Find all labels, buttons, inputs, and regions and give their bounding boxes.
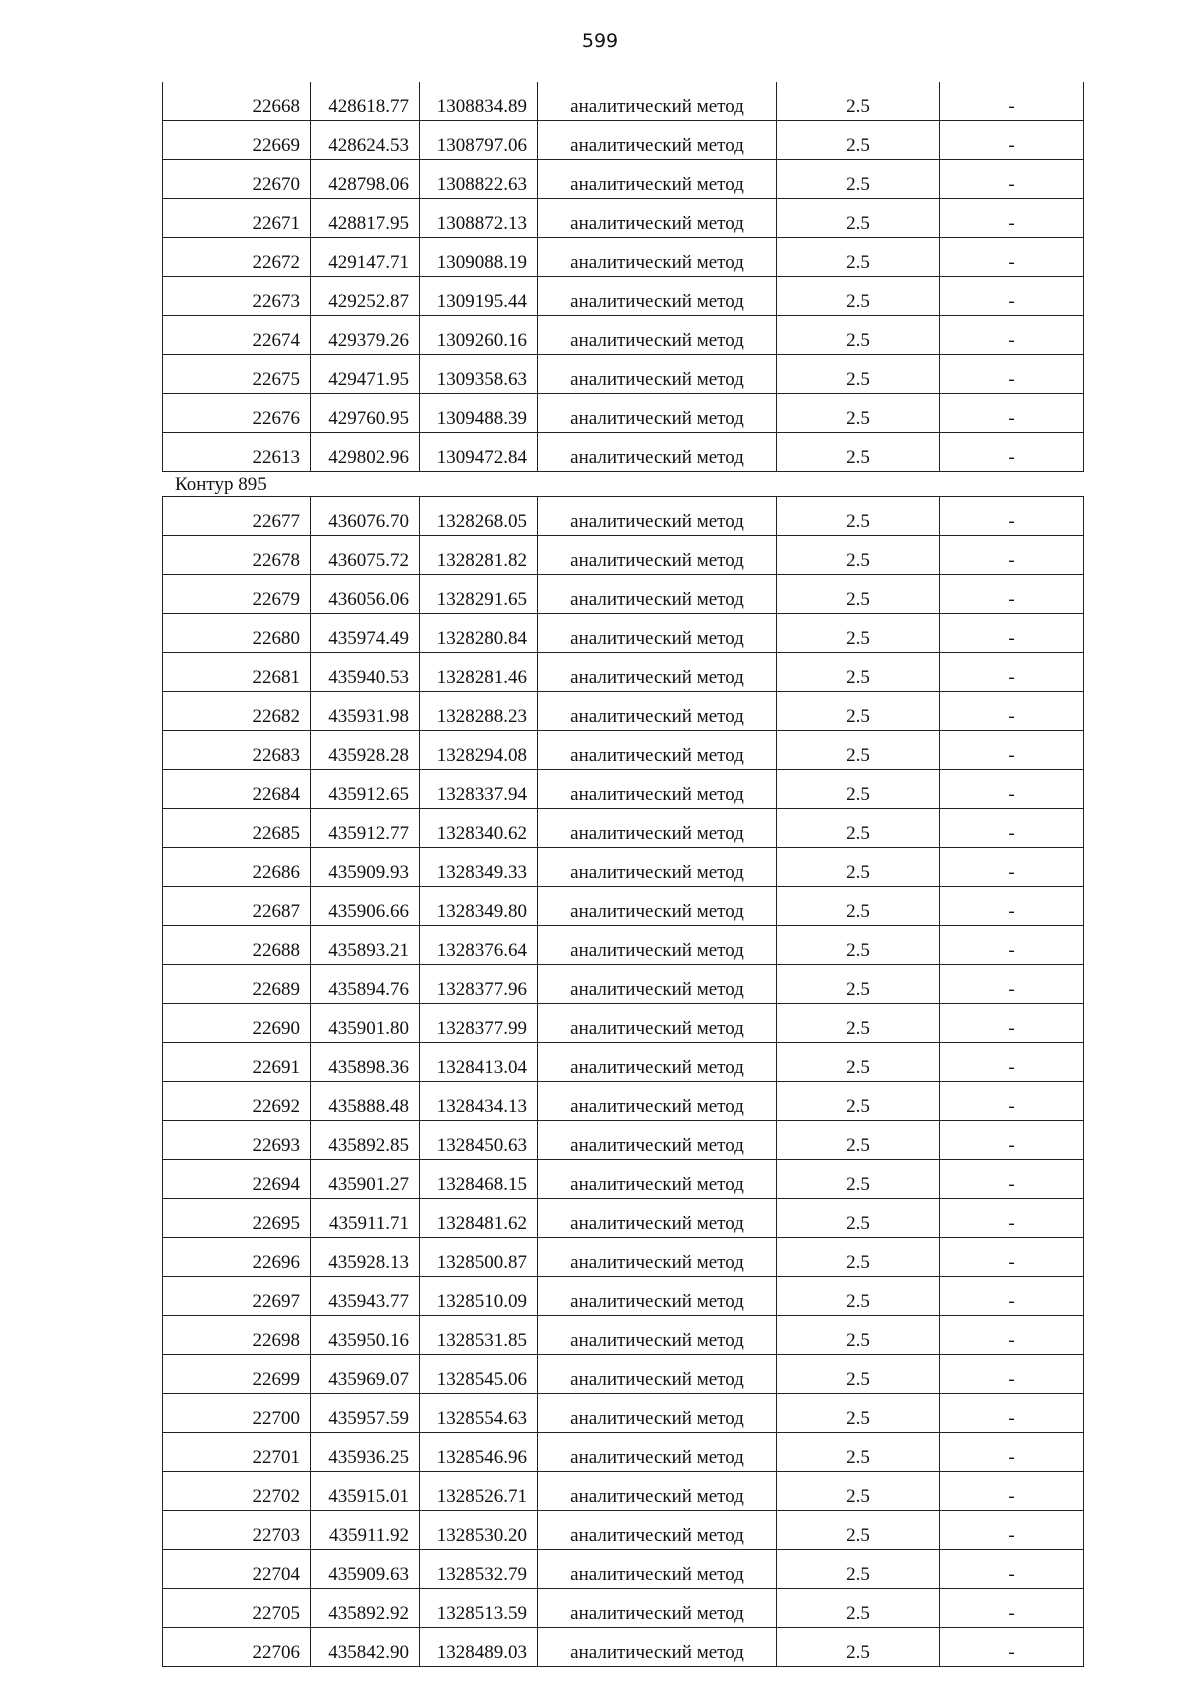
method-cell: аналитический метод xyxy=(538,653,777,692)
note-cell: - xyxy=(940,1160,1084,1199)
point-number-cell: 22705 xyxy=(163,1589,311,1628)
note-cell: - xyxy=(940,1238,1084,1277)
method-cell: аналитический метод xyxy=(538,121,777,160)
point-number-cell: 22688 xyxy=(163,926,311,965)
point-number-cell: 22692 xyxy=(163,1082,311,1121)
accuracy-cell: 2.5 xyxy=(777,1082,940,1121)
point-number-cell: 22695 xyxy=(163,1199,311,1238)
point-number-cell: 22675 xyxy=(163,355,311,394)
accuracy-cell: 2.5 xyxy=(777,809,940,848)
y-coordinate-cell: 1309088.19 xyxy=(420,238,538,277)
table-row xyxy=(163,1121,1084,1160)
accuracy-cell: 2.5 xyxy=(777,316,940,355)
table-row xyxy=(163,121,1084,160)
note-cell: - xyxy=(940,433,1084,472)
accuracy-cell: 2.5 xyxy=(777,199,940,238)
method-cell: аналитический метод xyxy=(538,277,777,316)
x-coordinate-cell: 435936.25 xyxy=(311,1433,420,1472)
point-number-cell: 22703 xyxy=(163,1511,311,1550)
y-coordinate-cell: 1328349.33 xyxy=(420,848,538,887)
accuracy-cell: 2.5 xyxy=(777,848,940,887)
note-cell: - xyxy=(940,692,1084,731)
x-coordinate-cell: 435898.36 xyxy=(311,1043,420,1082)
x-coordinate-cell: 429147.71 xyxy=(311,238,420,277)
note-cell: - xyxy=(940,848,1084,887)
method-cell: аналитический метод xyxy=(538,848,777,887)
table-row xyxy=(163,1355,1084,1394)
y-coordinate-cell: 1328294.08 xyxy=(420,731,538,770)
x-coordinate-cell: 435909.63 xyxy=(311,1550,420,1589)
accuracy-cell: 2.5 xyxy=(777,653,940,692)
coordinates-table-bottom xyxy=(162,496,1084,1667)
y-coordinate-cell: 1328377.96 xyxy=(420,965,538,1004)
x-coordinate-cell: 429471.95 xyxy=(311,355,420,394)
method-cell: аналитический метод xyxy=(538,1199,777,1238)
table-row xyxy=(163,1238,1084,1277)
x-coordinate-cell: 436075.72 xyxy=(311,536,420,575)
method-cell: аналитический метод xyxy=(538,82,777,121)
note-cell: - xyxy=(940,887,1084,926)
y-coordinate-cell: 1328349.80 xyxy=(420,887,538,926)
note-cell: - xyxy=(940,1433,1084,1472)
point-number-cell: 22677 xyxy=(163,497,311,536)
table-row xyxy=(163,199,1084,238)
accuracy-cell: 2.5 xyxy=(777,355,940,394)
method-cell: аналитический метод xyxy=(538,199,777,238)
note-cell: - xyxy=(940,1043,1084,1082)
x-coordinate-cell: 436076.70 xyxy=(311,497,420,536)
note-cell: - xyxy=(940,1316,1084,1355)
point-number-cell: 22699 xyxy=(163,1355,311,1394)
y-coordinate-cell: 1328500.87 xyxy=(420,1238,538,1277)
table-row xyxy=(163,926,1084,965)
point-number-cell: 22668 xyxy=(163,82,311,121)
method-cell: аналитический метод xyxy=(538,1355,777,1394)
accuracy-cell: 2.5 xyxy=(777,1121,940,1160)
accuracy-cell: 2.5 xyxy=(777,536,940,575)
note-cell: - xyxy=(940,277,1084,316)
note-cell: - xyxy=(940,199,1084,238)
point-number-cell: 22676 xyxy=(163,394,311,433)
note-cell: - xyxy=(940,1121,1084,1160)
point-number-cell: 22680 xyxy=(163,614,311,653)
method-cell: аналитический метод xyxy=(538,316,777,355)
method-cell: аналитический метод xyxy=(538,433,777,472)
y-coordinate-cell: 1328268.05 xyxy=(420,497,538,536)
accuracy-cell: 2.5 xyxy=(777,277,940,316)
method-cell: аналитический метод xyxy=(538,692,777,731)
note-cell: - xyxy=(940,1472,1084,1511)
x-coordinate-cell: 435912.77 xyxy=(311,809,420,848)
table-row xyxy=(163,1628,1084,1667)
note-cell: - xyxy=(940,1511,1084,1550)
table-row xyxy=(163,731,1084,770)
note-cell: - xyxy=(940,160,1084,199)
method-cell: аналитический метод xyxy=(538,497,777,536)
point-number-cell: 22696 xyxy=(163,1238,311,1277)
method-cell: аналитический метод xyxy=(538,1160,777,1199)
note-cell: - xyxy=(940,497,1084,536)
point-number-cell: 22681 xyxy=(163,653,311,692)
x-coordinate-cell: 429252.87 xyxy=(311,277,420,316)
accuracy-cell: 2.5 xyxy=(777,1394,940,1433)
x-coordinate-cell: 428798.06 xyxy=(311,160,420,199)
y-coordinate-cell: 1328281.46 xyxy=(420,653,538,692)
accuracy-cell: 2.5 xyxy=(777,575,940,614)
method-cell: аналитический метод xyxy=(538,238,777,277)
table-row xyxy=(163,1043,1084,1082)
x-coordinate-cell: 435888.48 xyxy=(311,1082,420,1121)
y-coordinate-cell: 1328280.84 xyxy=(420,614,538,653)
table-row xyxy=(163,770,1084,809)
x-coordinate-cell: 435957.59 xyxy=(311,1394,420,1433)
x-coordinate-cell: 435911.92 xyxy=(311,1511,420,1550)
coordinates-table-top-body xyxy=(163,82,1084,472)
method-cell: аналитический метод xyxy=(538,394,777,433)
y-coordinate-cell: 1328281.82 xyxy=(420,536,538,575)
y-coordinate-cell: 1328376.64 xyxy=(420,926,538,965)
y-coordinate-cell: 1309472.84 xyxy=(420,433,538,472)
accuracy-cell: 2.5 xyxy=(777,1628,940,1667)
accuracy-cell: 2.5 xyxy=(777,160,940,199)
method-cell: аналитический метод xyxy=(538,1511,777,1550)
x-coordinate-cell: 436056.06 xyxy=(311,575,420,614)
accuracy-cell: 2.5 xyxy=(777,121,940,160)
table-row xyxy=(163,1004,1084,1043)
x-coordinate-cell: 435892.85 xyxy=(311,1121,420,1160)
accuracy-cell: 2.5 xyxy=(777,1550,940,1589)
accuracy-cell: 2.5 xyxy=(777,1277,940,1316)
method-cell: аналитический метод xyxy=(538,1043,777,1082)
table-row xyxy=(163,497,1084,536)
table-row xyxy=(163,1199,1084,1238)
table-row xyxy=(163,1316,1084,1355)
point-number-cell: 22671 xyxy=(163,199,311,238)
note-cell: - xyxy=(940,121,1084,160)
accuracy-cell: 2.5 xyxy=(777,1589,940,1628)
method-cell: аналитический метод xyxy=(538,926,777,965)
accuracy-cell: 2.5 xyxy=(777,614,940,653)
method-cell: аналитический метод xyxy=(538,1121,777,1160)
accuracy-cell: 2.5 xyxy=(777,433,940,472)
method-cell: аналитический метод xyxy=(538,1394,777,1433)
x-coordinate-cell: 435893.21 xyxy=(311,926,420,965)
y-coordinate-cell: 1328291.65 xyxy=(420,575,538,614)
note-cell: - xyxy=(940,1082,1084,1121)
table-row xyxy=(163,692,1084,731)
point-number-cell: 22682 xyxy=(163,692,311,731)
x-coordinate-cell: 435894.76 xyxy=(311,965,420,1004)
table-row xyxy=(163,82,1084,121)
point-number-cell: 22672 xyxy=(163,238,311,277)
note-cell: - xyxy=(940,394,1084,433)
point-number-cell: 22691 xyxy=(163,1043,311,1082)
x-coordinate-cell: 435940.53 xyxy=(311,653,420,692)
note-cell: - xyxy=(940,1004,1084,1043)
y-coordinate-cell: 1328530.20 xyxy=(420,1511,538,1550)
table-row xyxy=(163,1511,1084,1550)
note-cell: - xyxy=(940,1355,1084,1394)
y-coordinate-cell: 1328532.79 xyxy=(420,1550,538,1589)
accuracy-cell: 2.5 xyxy=(777,1472,940,1511)
method-cell: аналитический метод xyxy=(538,355,777,394)
y-coordinate-cell: 1328413.04 xyxy=(420,1043,538,1082)
table-row xyxy=(163,433,1084,472)
x-coordinate-cell: 435943.77 xyxy=(311,1277,420,1316)
point-number-cell: 22673 xyxy=(163,277,311,316)
table-row xyxy=(163,809,1084,848)
accuracy-cell: 2.5 xyxy=(777,1433,940,1472)
table-row xyxy=(163,614,1084,653)
note-cell: - xyxy=(940,1394,1084,1433)
method-cell: аналитический метод xyxy=(538,887,777,926)
point-number-cell: 22694 xyxy=(163,1160,311,1199)
point-number-cell: 22679 xyxy=(163,575,311,614)
page-number: 599 xyxy=(581,30,619,52)
table-row xyxy=(163,316,1084,355)
y-coordinate-cell: 1328340.62 xyxy=(420,809,538,848)
method-cell: аналитический метод xyxy=(538,770,777,809)
accuracy-cell: 2.5 xyxy=(777,1316,940,1355)
table-row xyxy=(163,536,1084,575)
note-cell: - xyxy=(940,731,1084,770)
y-coordinate-cell: 1328545.06 xyxy=(420,1355,538,1394)
x-coordinate-cell: 429802.96 xyxy=(311,433,420,472)
table-row xyxy=(163,848,1084,887)
x-coordinate-cell: 435969.07 xyxy=(311,1355,420,1394)
x-coordinate-cell: 435950.16 xyxy=(311,1316,420,1355)
table-row xyxy=(163,1589,1084,1628)
point-number-cell: 22690 xyxy=(163,1004,311,1043)
note-cell: - xyxy=(940,1277,1084,1316)
y-coordinate-cell: 1308822.63 xyxy=(420,160,538,199)
method-cell: аналитический метод xyxy=(538,1472,777,1511)
table-row xyxy=(163,1160,1084,1199)
note-cell: - xyxy=(940,1550,1084,1589)
coordinates-table-bottom-body xyxy=(163,497,1084,1667)
method-cell: аналитический метод xyxy=(538,1628,777,1667)
contour-label: Контур 895 xyxy=(175,474,267,495)
x-coordinate-cell: 435901.80 xyxy=(311,1004,420,1043)
point-number-cell: 22683 xyxy=(163,731,311,770)
method-cell: аналитический метод xyxy=(538,1082,777,1121)
accuracy-cell: 2.5 xyxy=(777,394,940,433)
table-row xyxy=(163,1082,1084,1121)
accuracy-cell: 2.5 xyxy=(777,1160,940,1199)
method-cell: аналитический метод xyxy=(538,731,777,770)
table-row xyxy=(163,653,1084,692)
y-coordinate-cell: 1328288.23 xyxy=(420,692,538,731)
y-coordinate-cell: 1328489.03 xyxy=(420,1628,538,1667)
method-cell: аналитический метод xyxy=(538,1004,777,1043)
point-number-cell: 22670 xyxy=(163,160,311,199)
accuracy-cell: 2.5 xyxy=(777,1511,940,1550)
table-row xyxy=(163,394,1084,433)
table-row xyxy=(163,277,1084,316)
table-row xyxy=(163,355,1084,394)
x-coordinate-cell: 435909.93 xyxy=(311,848,420,887)
table-row xyxy=(163,1433,1084,1472)
point-number-cell: 22678 xyxy=(163,536,311,575)
y-coordinate-cell: 1328450.63 xyxy=(420,1121,538,1160)
point-number-cell: 22700 xyxy=(163,1394,311,1433)
note-cell: - xyxy=(940,1628,1084,1667)
note-cell: - xyxy=(940,1589,1084,1628)
accuracy-cell: 2.5 xyxy=(777,1355,940,1394)
accuracy-cell: 2.5 xyxy=(777,497,940,536)
accuracy-cell: 2.5 xyxy=(777,692,940,731)
y-coordinate-cell: 1328526.71 xyxy=(420,1472,538,1511)
x-coordinate-cell: 435974.49 xyxy=(311,614,420,653)
y-coordinate-cell: 1328531.85 xyxy=(420,1316,538,1355)
accuracy-cell: 2.5 xyxy=(777,926,940,965)
y-coordinate-cell: 1328513.59 xyxy=(420,1589,538,1628)
table-row xyxy=(163,1394,1084,1433)
method-cell: аналитический метод xyxy=(538,1550,777,1589)
accuracy-cell: 2.5 xyxy=(777,1238,940,1277)
x-coordinate-cell: 428624.53 xyxy=(311,121,420,160)
point-number-cell: 22698 xyxy=(163,1316,311,1355)
y-coordinate-cell: 1328554.63 xyxy=(420,1394,538,1433)
table-row xyxy=(163,887,1084,926)
x-coordinate-cell: 435892.92 xyxy=(311,1589,420,1628)
x-coordinate-cell: 435912.65 xyxy=(311,770,420,809)
table-row xyxy=(163,575,1084,614)
coordinates-table-top xyxy=(162,82,1084,472)
point-number-cell: 22706 xyxy=(163,1628,311,1667)
accuracy-cell: 2.5 xyxy=(777,82,940,121)
point-number-cell: 22684 xyxy=(163,770,311,809)
method-cell: аналитический метод xyxy=(538,536,777,575)
table-row xyxy=(163,1550,1084,1589)
x-coordinate-cell: 435911.71 xyxy=(311,1199,420,1238)
note-cell: - xyxy=(940,575,1084,614)
accuracy-cell: 2.5 xyxy=(777,1043,940,1082)
x-coordinate-cell: 435931.98 xyxy=(311,692,420,731)
y-coordinate-cell: 1309488.39 xyxy=(420,394,538,433)
method-cell: аналитический метод xyxy=(538,809,777,848)
point-number-cell: 22669 xyxy=(163,121,311,160)
method-cell: аналитический метод xyxy=(538,1589,777,1628)
accuracy-cell: 2.5 xyxy=(777,965,940,1004)
note-cell: - xyxy=(940,614,1084,653)
y-coordinate-cell: 1328434.13 xyxy=(420,1082,538,1121)
point-number-cell: 22613 xyxy=(163,433,311,472)
point-number-cell: 22704 xyxy=(163,1550,311,1589)
x-coordinate-cell: 428817.95 xyxy=(311,199,420,238)
note-cell: - xyxy=(940,770,1084,809)
x-coordinate-cell: 428618.77 xyxy=(311,82,420,121)
point-number-cell: 22674 xyxy=(163,316,311,355)
x-coordinate-cell: 435928.28 xyxy=(311,731,420,770)
x-coordinate-cell: 435901.27 xyxy=(311,1160,420,1199)
y-coordinate-cell: 1308834.89 xyxy=(420,82,538,121)
x-coordinate-cell: 435906.66 xyxy=(311,887,420,926)
x-coordinate-cell: 435915.01 xyxy=(311,1472,420,1511)
point-number-cell: 22687 xyxy=(163,887,311,926)
note-cell: - xyxy=(940,965,1084,1004)
y-coordinate-cell: 1328481.62 xyxy=(420,1199,538,1238)
point-number-cell: 22686 xyxy=(163,848,311,887)
y-coordinate-cell: 1328510.09 xyxy=(420,1277,538,1316)
x-coordinate-cell: 429379.26 xyxy=(311,316,420,355)
accuracy-cell: 2.5 xyxy=(777,770,940,809)
y-coordinate-cell: 1328546.96 xyxy=(420,1433,538,1472)
note-cell: - xyxy=(940,536,1084,575)
y-coordinate-cell: 1328377.99 xyxy=(420,1004,538,1043)
accuracy-cell: 2.5 xyxy=(777,1199,940,1238)
point-number-cell: 22685 xyxy=(163,809,311,848)
point-number-cell: 22693 xyxy=(163,1121,311,1160)
method-cell: аналитический метод xyxy=(538,965,777,1004)
table-row xyxy=(163,1277,1084,1316)
point-number-cell: 22697 xyxy=(163,1277,311,1316)
accuracy-cell: 2.5 xyxy=(777,1004,940,1043)
y-coordinate-cell: 1308797.06 xyxy=(420,121,538,160)
x-coordinate-cell: 435928.13 xyxy=(311,1238,420,1277)
table-row xyxy=(163,1472,1084,1511)
y-coordinate-cell: 1309260.16 xyxy=(420,316,538,355)
note-cell: - xyxy=(940,653,1084,692)
note-cell: - xyxy=(940,82,1084,121)
x-coordinate-cell: 429760.95 xyxy=(311,394,420,433)
note-cell: - xyxy=(940,316,1084,355)
accuracy-cell: 2.5 xyxy=(777,731,940,770)
note-cell: - xyxy=(940,1199,1084,1238)
accuracy-cell: 2.5 xyxy=(777,887,940,926)
note-cell: - xyxy=(940,355,1084,394)
point-number-cell: 22689 xyxy=(163,965,311,1004)
note-cell: - xyxy=(940,809,1084,848)
y-coordinate-cell: 1328337.94 xyxy=(420,770,538,809)
method-cell: аналитический метод xyxy=(538,1277,777,1316)
point-number-cell: 22701 xyxy=(163,1433,311,1472)
method-cell: аналитический метод xyxy=(538,1316,777,1355)
point-number-cell: 22702 xyxy=(163,1472,311,1511)
y-coordinate-cell: 1328468.15 xyxy=(420,1160,538,1199)
method-cell: аналитический метод xyxy=(538,1433,777,1472)
note-cell: - xyxy=(940,238,1084,277)
method-cell: аналитический метод xyxy=(538,575,777,614)
method-cell: аналитический метод xyxy=(538,1238,777,1277)
table-row xyxy=(163,238,1084,277)
method-cell: аналитический метод xyxy=(538,614,777,653)
accuracy-cell: 2.5 xyxy=(777,238,940,277)
table-row xyxy=(163,965,1084,1004)
y-coordinate-cell: 1308872.13 xyxy=(420,199,538,238)
y-coordinate-cell: 1309358.63 xyxy=(420,355,538,394)
y-coordinate-cell: 1309195.44 xyxy=(420,277,538,316)
x-coordinate-cell: 435842.90 xyxy=(311,1628,420,1667)
note-cell: - xyxy=(940,926,1084,965)
method-cell: аналитический метод xyxy=(538,160,777,199)
table-row xyxy=(163,160,1084,199)
